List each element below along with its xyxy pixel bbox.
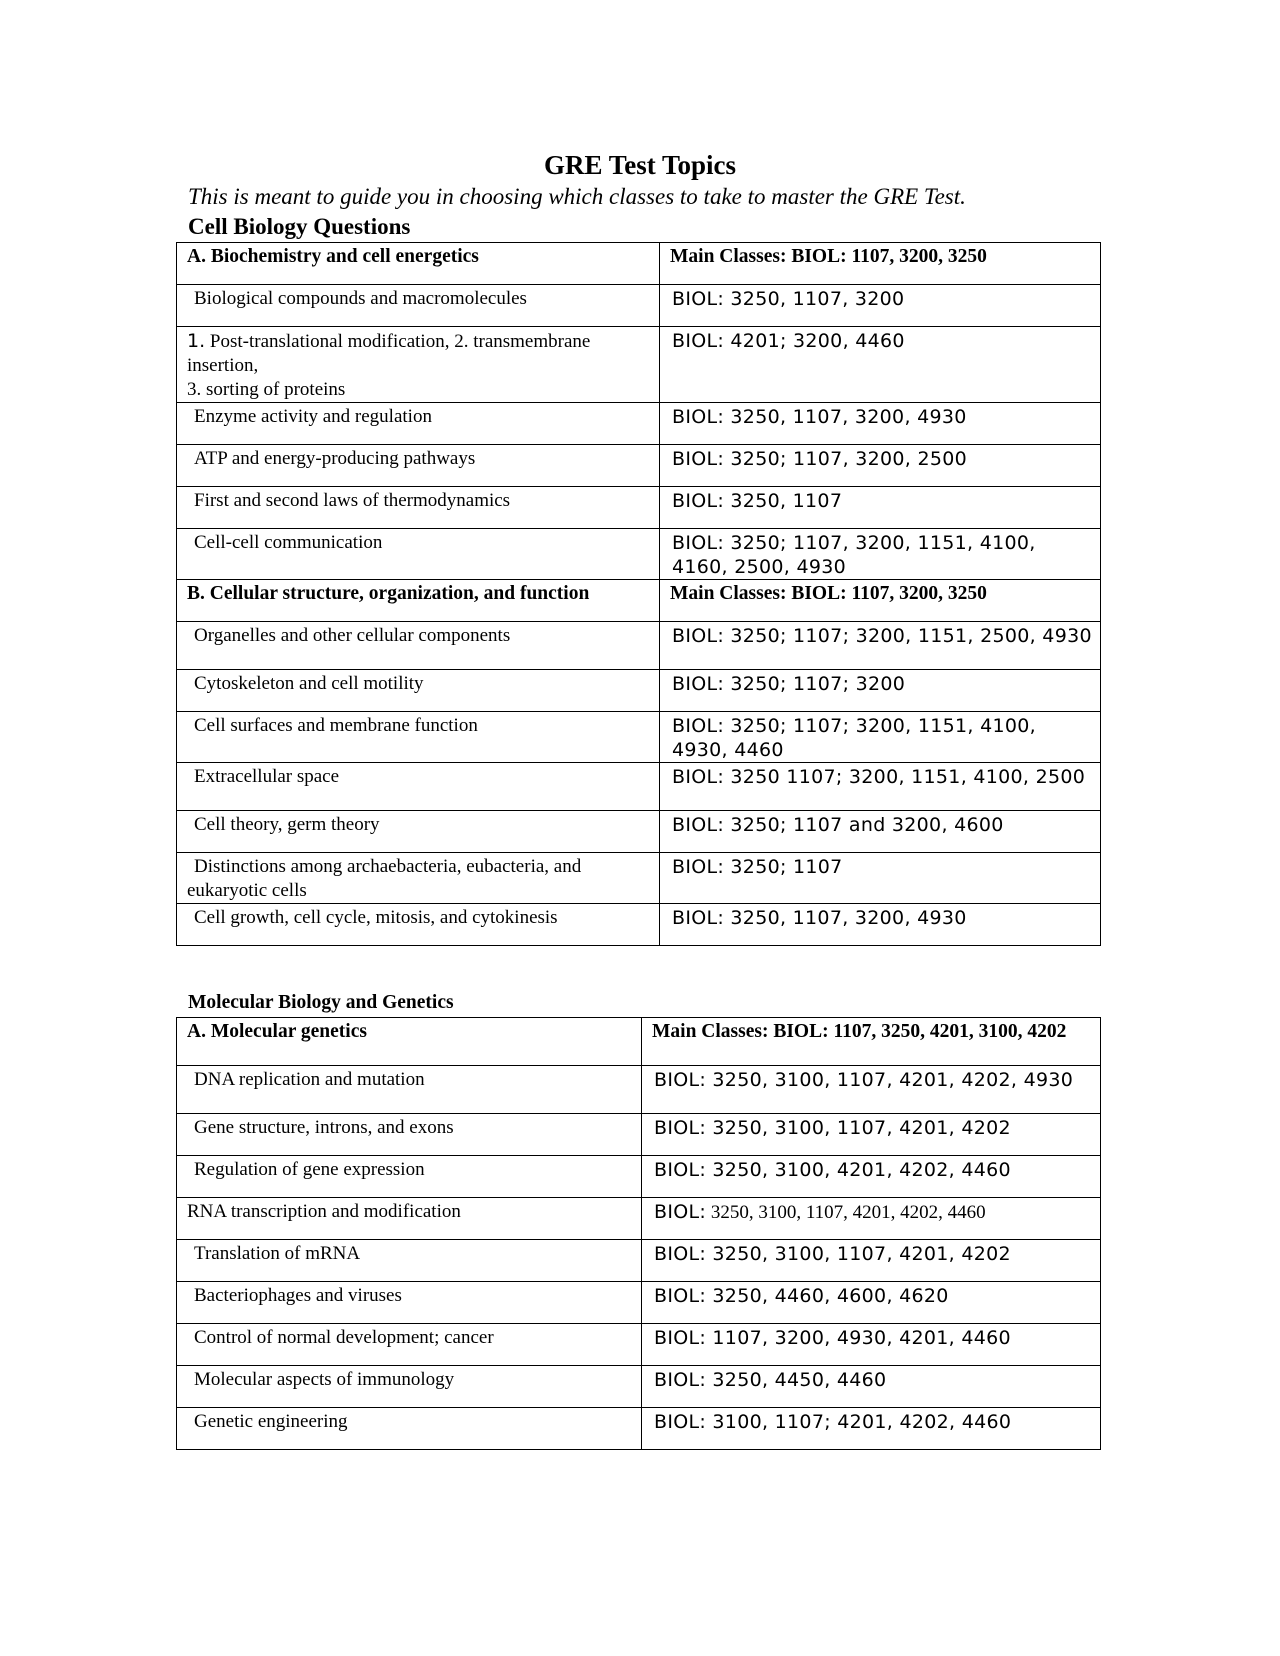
topic-cell (177, 1198, 642, 1240)
topic-cell (177, 285, 660, 327)
topic-text: Cell surfaces and membrane function (194, 715, 478, 736)
table-row (177, 1198, 1101, 1240)
topic-text: Extracellular space (194, 766, 340, 787)
classes-cell: BIOL: 3250, 4450, 4460 (642, 1366, 1101, 1408)
classes-cell: BIOL: 3250, 4460, 4600, 4620 (642, 1282, 1101, 1324)
classes-cell: BIOL: 3250, 1107, 3200 (660, 285, 1101, 327)
table-row (177, 811, 1101, 853)
molecular-biology-table (176, 1017, 1101, 1450)
topic-text: Cytoskeleton and cell motility (194, 673, 424, 694)
table-row (177, 1240, 1101, 1282)
topic-text: Organelles and other cellular components (194, 625, 511, 646)
topic-text: Distinctions among archaebacteria, eubacteria, and eukaryotic cells (187, 856, 582, 901)
classes-cell: BIOL: 3250, 3100, 1107, 4201, 4202 (642, 1240, 1101, 1282)
topic-text: Cell growth, cell cycle, mitosis, and cytokinesis (194, 907, 558, 928)
classes-cell: BIOL: 3250, 1107, 3200, 4930 (660, 904, 1101, 946)
topic-cell (177, 1114, 642, 1156)
topic-cell (177, 853, 660, 904)
table-row (177, 487, 1101, 529)
classes-cell: BIOL: 3250; 1107, 3200, 1151, 4100, 4160, 2500, 4930 (660, 529, 1101, 580)
table-row (177, 712, 1101, 763)
classes-cell: BIOL: 3250; 1107; 3200, 1151, 2500, 4930 (660, 622, 1101, 670)
table-row (177, 1066, 1101, 1114)
section-main-classes: Main Classes: BIOL: 1107, 3250, 4201, 3100, 4202 (642, 1018, 1101, 1066)
topic-text: Regulation of gene expression (194, 1159, 425, 1180)
classes-cell (642, 1198, 1101, 1240)
table-row (177, 1282, 1101, 1324)
topic-text: Gene structure, introns, and exons (194, 1117, 454, 1138)
table-row (177, 1156, 1101, 1198)
topic-cell (177, 487, 660, 529)
classes-cell: BIOL: 3250 1107; 3200, 1151, 4100, 2500 (660, 763, 1101, 811)
classes-cell: BIOL: 3250, 1107 (660, 487, 1101, 529)
table-row (177, 445, 1101, 487)
topic-cell (177, 1366, 642, 1408)
topic-cell (177, 670, 660, 712)
classes-cell: BIOL: 3250; 1107; 3200, 1151, 4100, 4930, 4460 (660, 712, 1101, 763)
classes-cell: BIOL: 1107, 3200, 4930, 4201, 4460 (642, 1324, 1101, 1366)
classes-cell: BIOL: 3250; 1107 (660, 853, 1101, 904)
classes-prefix: BIOL: (654, 1201, 707, 1223)
topic-cell (177, 1156, 642, 1198)
molecular-biology-heading: Molecular Biology and Genetics (188, 992, 454, 1013)
topic-cell (177, 327, 660, 403)
cell-biology-heading: Cell Biology Questions (188, 214, 411, 239)
topic-number: 1. (187, 330, 206, 352)
section-topic: B. Cellular structure, organization, and function (177, 580, 660, 622)
section-main-classes: Main Classes: BIOL: 1107, 3200, 3250 (660, 580, 1101, 622)
topic-cell (177, 1324, 642, 1366)
table-row (177, 327, 1101, 403)
table-section-header (177, 1018, 1101, 1066)
topic-text: 3. sorting of proteins (187, 379, 346, 400)
table-row (177, 529, 1101, 580)
topic-text: Molecular aspects of immunology (194, 1369, 455, 1390)
topic-cell (177, 904, 660, 946)
classes-cell: BIOL: 3250, 3100, 1107, 4201, 4202, 4930 (642, 1066, 1101, 1114)
table-row (177, 904, 1101, 946)
topic-text: Genetic engineering (194, 1411, 348, 1432)
topic-text: Cell-cell communication (194, 532, 383, 553)
section-topic: A. Biochemistry and cell energetics (177, 243, 660, 285)
table-row (177, 403, 1101, 445)
classes-cell: BIOL: 3100, 1107; 4201, 4202, 4460 (642, 1408, 1101, 1450)
topic-cell (177, 1408, 642, 1450)
table-section-header (177, 243, 1101, 285)
classes-cell: BIOL: 4201; 3200, 4460 (660, 327, 1101, 403)
cell-biology-table (176, 242, 1101, 946)
topic-cell (177, 529, 660, 580)
page-subtitle: This is meant to guide you in choosing which classes to take to master the GRE Test. (188, 184, 966, 209)
topic-cell (177, 712, 660, 763)
topic-text: Bacteriophages and viruses (194, 1285, 402, 1306)
section-main-classes: Main Classes: BIOL: 1107, 3200, 3250 (660, 243, 1101, 285)
topic-cell (177, 763, 660, 811)
topic-text: First and second laws of thermodynamics (194, 490, 511, 511)
table-row (177, 1408, 1101, 1450)
topic-cell (177, 445, 660, 487)
topic-text: Biological compounds and macromolecules (194, 288, 527, 309)
topic-text: ATP and energy-producing pathways (194, 448, 476, 469)
topic-text: DNA replication and mutation (194, 1069, 425, 1090)
topic-cell (177, 1066, 642, 1114)
topic-text: Enzyme activity and regulation (194, 406, 432, 427)
topic-cell (177, 403, 660, 445)
topic-cell (177, 622, 660, 670)
table-row (177, 285, 1101, 327)
topic-text: insertion, (187, 355, 259, 376)
table-row (177, 1324, 1101, 1366)
topic-text: Translation of mRNA (194, 1243, 361, 1264)
table-row (177, 622, 1101, 670)
table-row (177, 853, 1101, 904)
topic-cell (177, 1282, 642, 1324)
topic-text: Cell theory, germ theory (194, 814, 380, 835)
table-row (177, 763, 1101, 811)
table-row (177, 1366, 1101, 1408)
classes-cell: BIOL: 3250; 1107; 3200 (660, 670, 1101, 712)
topic-cell (177, 811, 660, 853)
classes-text: 3250, 3100, 1107, 4201, 4202, 4460 (706, 1202, 986, 1223)
table-section-header (177, 580, 1101, 622)
topic-text: Control of normal development; cancer (194, 1327, 494, 1348)
topic-text: Post-translational modification, 2. transmembrane (205, 331, 591, 352)
section-topic: A. Molecular genetics (177, 1018, 642, 1066)
classes-cell: BIOL: 3250, 1107, 3200, 4930 (660, 403, 1101, 445)
classes-cell: BIOL: 3250, 3100, 1107, 4201, 4202 (642, 1114, 1101, 1156)
page-title: GRE Test Topics (543, 150, 737, 180)
classes-cell: BIOL: 3250, 3100, 4201, 4202, 4460 (642, 1156, 1101, 1198)
table-row (177, 1114, 1101, 1156)
classes-cell: BIOL: 3250; 1107 and 3200, 4600 (660, 811, 1101, 853)
table-row (177, 670, 1101, 712)
topic-text: RNA transcription and modification (187, 1201, 461, 1222)
topic-cell (177, 1240, 642, 1282)
classes-cell: BIOL: 3250; 1107, 3200, 2500 (660, 445, 1101, 487)
